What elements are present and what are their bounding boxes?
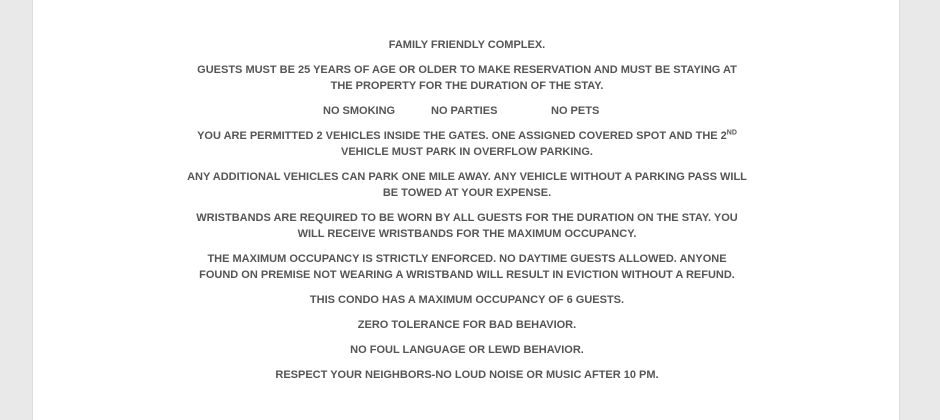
vehicles-ordinal-suffix: ND bbox=[726, 129, 737, 137]
no-parties-rule: NO PARTIES bbox=[431, 105, 498, 117]
document-body bbox=[33, 37, 901, 392]
document-page bbox=[32, 0, 900, 420]
vehicles-rule bbox=[197, 128, 737, 160]
prohibitions-row bbox=[33, 103, 901, 119]
occupancy-enforced-rule: THE MAXIMUM OCCUPANCY IS STRICTLY ENFORCED. NO DAYTIME GUESTS ALLOWED. ANYONE FOUND ON PREMISE NOT WEARING A WRISTBAND WILL RESULT IN EVICTION WITHOUT A REFUND. bbox=[199, 253, 735, 281]
no-pets-rule: NO PETS bbox=[551, 105, 600, 117]
additional-vehicles-rule: ANY ADDITIONAL VEHICLES CAN PARK ONE MILE AWAY. ANY VEHICLE WITHOUT A PARKING PASS WILL BE TOWED AT YOUR EXPENSE. bbox=[187, 171, 747, 199]
max-occupancy-rule: THIS CONDO HAS A MAXIMUM OCCUPANCY OF 6 GUESTS. bbox=[309, 294, 625, 306]
heading: FAMILY FRIENDLY COMPLEX. bbox=[388, 39, 546, 51]
age-rule: GUESTS MUST BE 25 YEARS OF AGE OR OLDER TO MAKE RESERVATION AND MUST BE STAYING AT THE PROPERTY FOR THE DURATION OF THE STAY. bbox=[197, 64, 737, 92]
no-foul-language-rule: NO FOUL LANGUAGE OR LEWD BEHAVIOR. bbox=[350, 344, 584, 356]
no-smoking-rule: NO SMOKING bbox=[323, 105, 396, 117]
respect-neighbors-rule: RESPECT YOUR NEIGHBORS-NO LOUD NOISE OR MUSIC AFTER 10 PM. bbox=[275, 369, 659, 381]
vehicles-rule-text-end: VEHICLE MUST PARK IN OVERFLOW PARKING. bbox=[341, 146, 593, 158]
zero-tolerance-rule: ZERO TOLERANCE FOR BAD BEHAVIOR. bbox=[357, 319, 577, 331]
wristbands-rule: WRISTBANDS ARE REQUIRED TO BE WORN BY ALL GUESTS FOR THE DURATION ON THE STAY. YOU WILL RECEIVE WRISTBANDS FOR THE MAXIMUM OCCUPANCY. bbox=[196, 212, 738, 240]
vehicles-rule-text: YOU ARE PERMITTED 2 VEHICLES INSIDE THE GATES. ONE ASSIGNED COVERED SPOT AND THE 2 bbox=[197, 130, 727, 142]
